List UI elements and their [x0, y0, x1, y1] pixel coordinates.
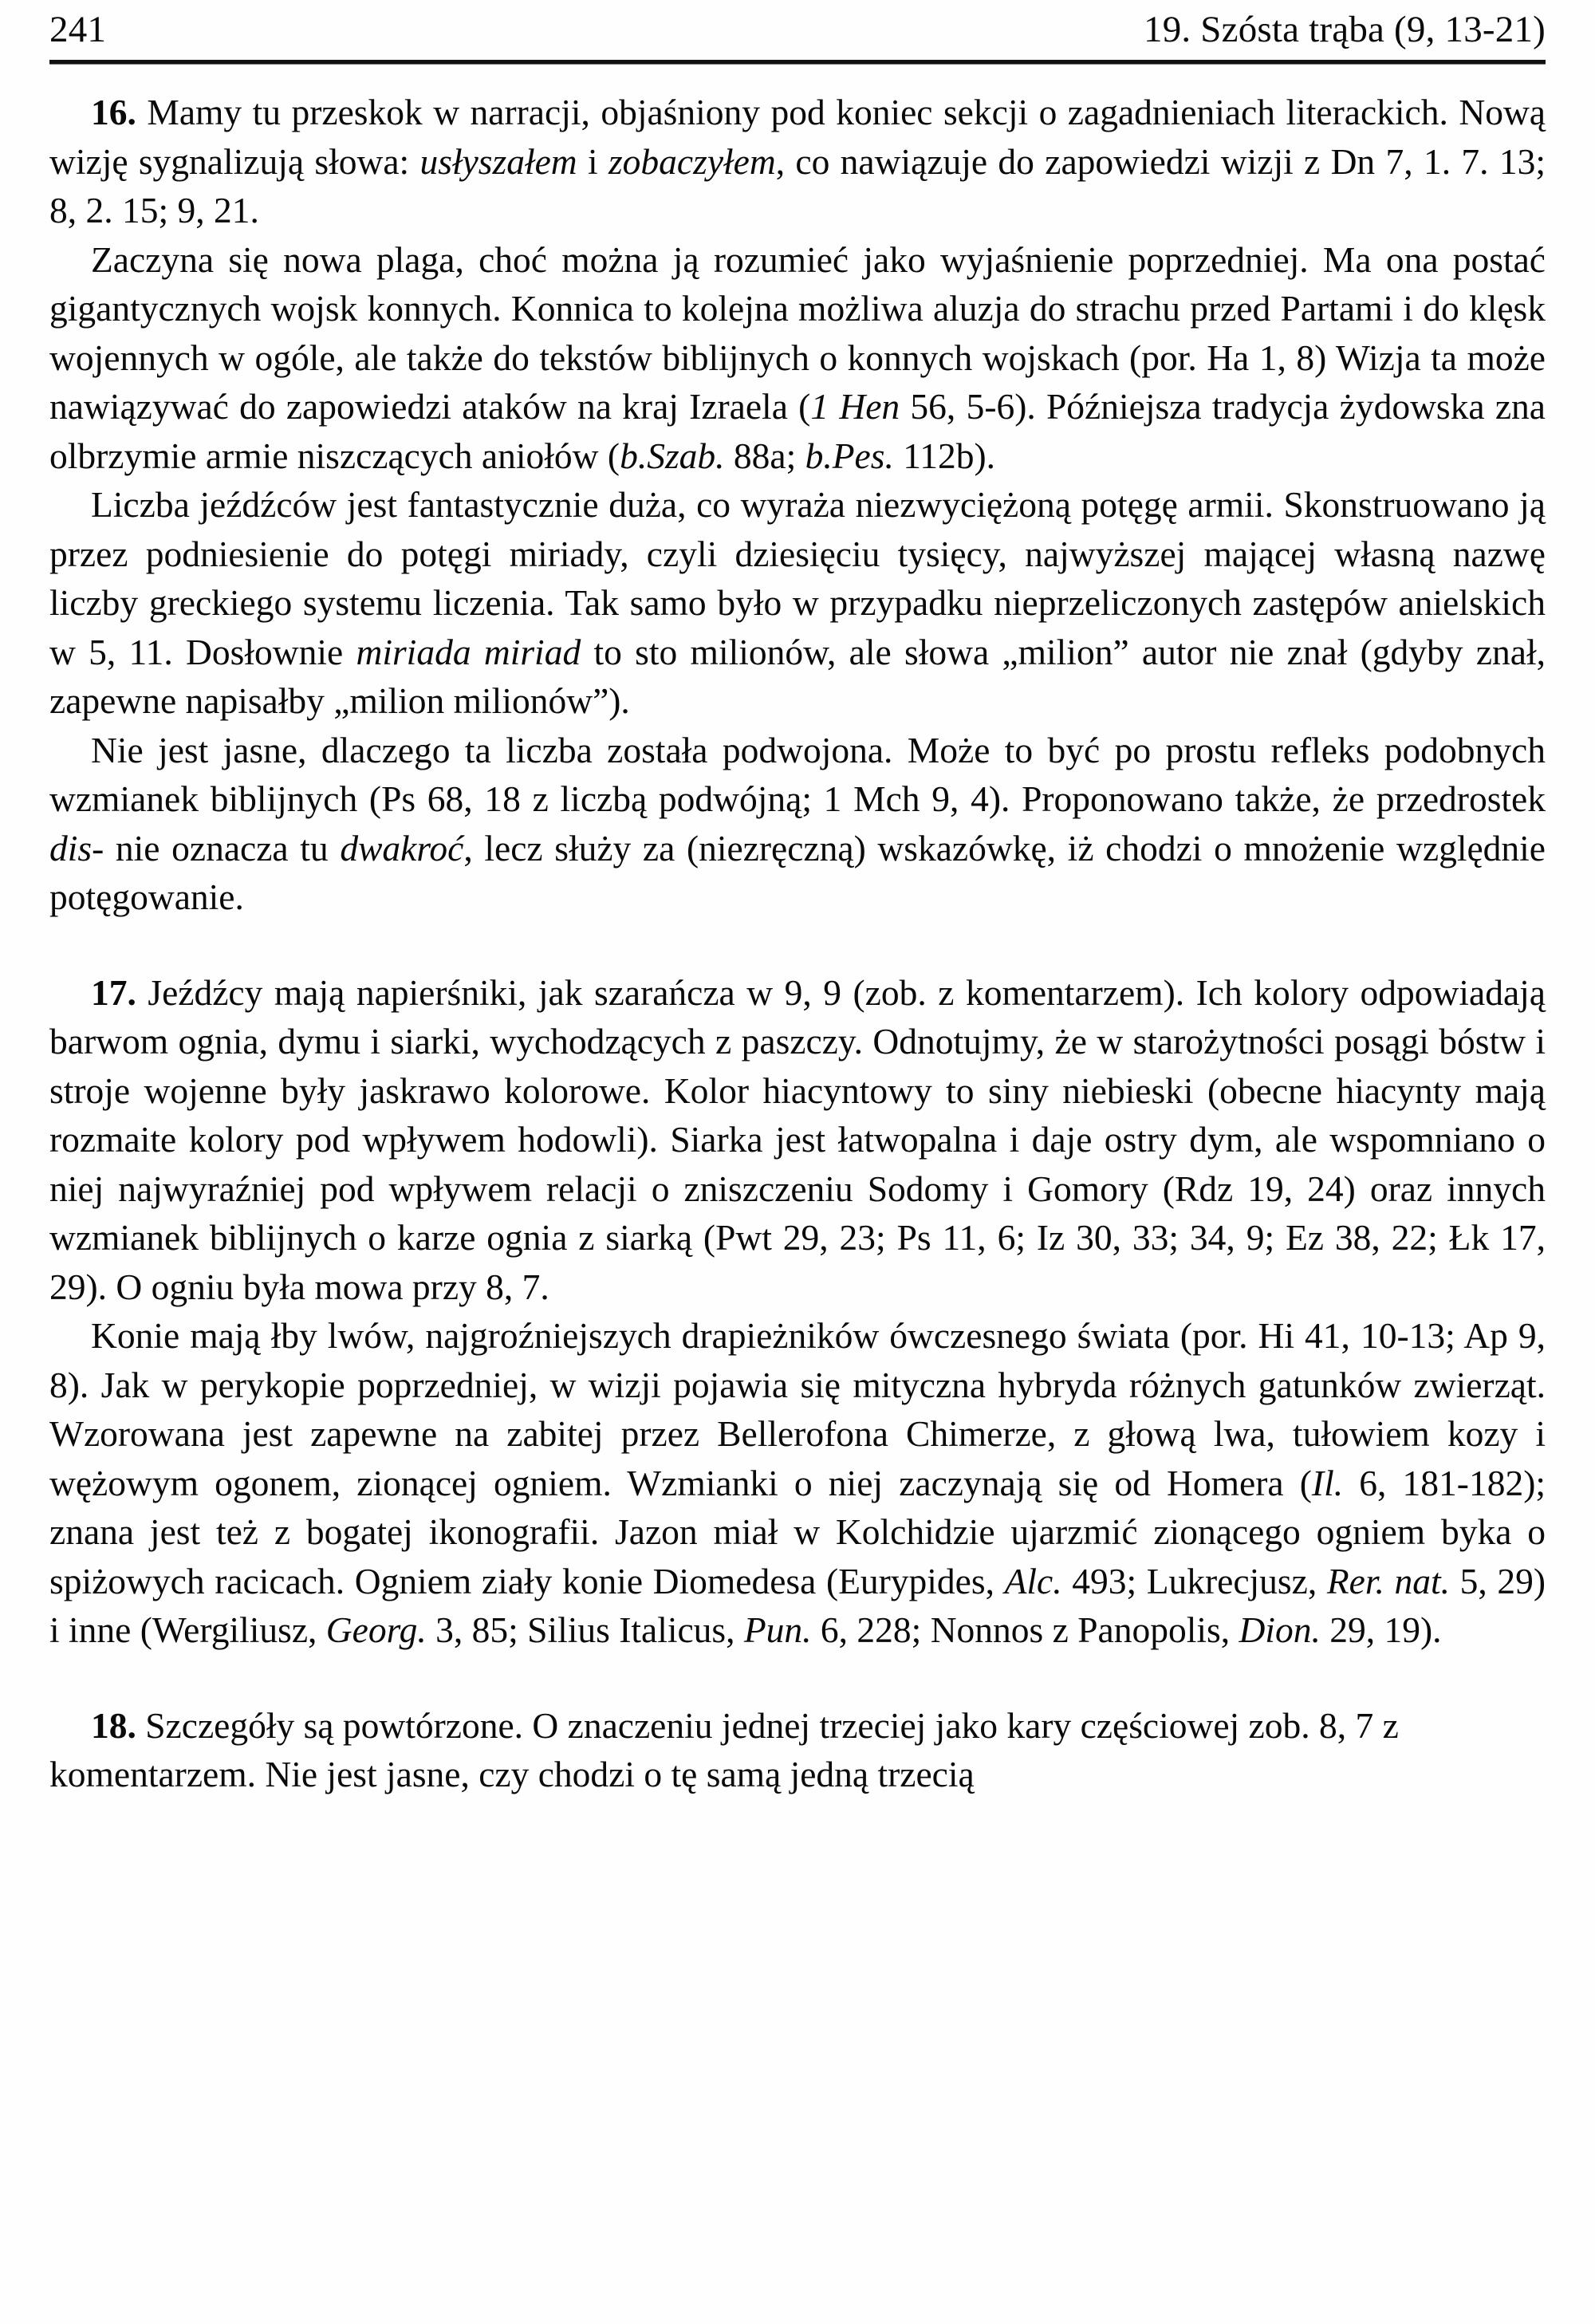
text-run: 29, 19).: [1320, 1609, 1442, 1650]
italic-run: Georg.: [325, 1609, 427, 1650]
paragraph-16b: [49, 235, 1546, 481]
paragraph-18a: [49, 1701, 1546, 1799]
text-run: Zaczyna się nowa plaga, choć można ją rozumieć jako wyjaśnienie poprzedniej. Ma ona postać gigantycznych wojsk konnych. Konnica to kolejna możliwa aluzja do strachu przed Partami i do klęsk wojennych w ogóle, ale także do tekstów biblijnych o konnych wojskach (por. Ha 1, 8) Wizja ta może nawiązywać do zapowiedzi ataków na kraj Izraela (: [49, 238, 1546, 427]
paragraph-17b: [49, 1311, 1546, 1655]
italic-run: Alc.: [1004, 1560, 1062, 1601]
italic-run: Rer. nat.: [1326, 1560, 1450, 1601]
paragraph-17a: [49, 968, 1546, 1312]
paragraph-16c: [49, 480, 1546, 726]
text-run: to sto milionów, ale słowa „milion” autor nie znał (gdyby znał, zapewne napisałby „milion milionów”).: [49, 631, 1546, 721]
italic-run: b.Szab.: [620, 435, 725, 476]
italic-run: Dion.: [1239, 1609, 1321, 1650]
text-run: Nie jest jasne, dlaczego ta liczba została podwojona. Może to być po prostu refleks podobnych wzmianek biblijnych (Ps 68, 18 z liczbą podwójną; 1 Mch 9, 4). Proponowano także, że przedrostek: [49, 729, 1546, 819]
italic-run: Pun.: [743, 1609, 812, 1650]
italic-run: Il.: [1311, 1462, 1344, 1503]
body-text-column: [49, 88, 1546, 1799]
running-head: [49, 0, 1546, 49]
page-folio-number: 241: [49, 9, 107, 50]
italic-run: usłyszałem: [419, 140, 577, 182]
italic-run: b.Pes.: [805, 435, 894, 476]
text-run: 56, 5-6). Późniejsza tradycja żydowska zna olbrzymie armie niszczących aniołów (: [49, 386, 1546, 476]
text-run: 112b).: [893, 435, 996, 476]
text-run: 6, 181-182); znana jest też z bogatej ikonografii. Jazon miał w Kolchidzie ujarzmić zionącego ogniem byka o spiżowych racicach. Ogniem ziały konie Diomedesa (Eurypides,: [49, 1462, 1546, 1601]
text-run: 6, 228; Nonnos z Panopolis,: [811, 1609, 1239, 1650]
text-run: 3, 85; Silius Italicus,: [426, 1609, 744, 1650]
section-spacer: [49, 1655, 1546, 1701]
section-number: 18.: [91, 1704, 146, 1746]
text-run: Szczegóły są powtórzone. O znaczeniu jednej trzeciej jako kary częściowej zob. 8, 7 z komentarzem. Nie jest jasne, czy chodzi o tę samą jedną trzecią: [49, 1704, 1399, 1794]
section-number: 16.: [91, 92, 148, 132]
text-run: 5, 29) i inne (Wergiliusz,: [49, 1560, 1546, 1650]
text-run: Jeźdźcy mają napierśniki, jak szarańcza w 9, 9 (zob. z komentarzem). Ich kolory odpowiadają barwom ognia, dymu i siarki, wychodzących z paszczy. Odnotujmy, że w starożytności posągi bóstw i stroje wojenne były jaskrawo kolorowe. Kolor hiacyntowy to siny niebieski (obecne hiacynty mają rozmaite kolory pod wpływem hodowli). Siarka jest łatwopalna i daje ostry dym, ale wspomniano o niej najwyraźniej pod wpływem relacji o zniszczeniu Sodomy i Gomory (Rdz 19, 24) oraz innych wzmianek biblijnych o karze ognia z siarką (Pwt 29, 23; Ps 11, 6; Iz 30, 33; 34, 9; Ez 38, 22; Łk 17, 29). O ogniu była mowa przy 8, 7.: [49, 971, 1546, 1307]
text-run: 88a;: [724, 435, 805, 476]
section-number: 17.: [91, 971, 148, 1013]
text-run: nie oznacza tu: [104, 827, 341, 869]
italic-run: miriada miriad: [356, 631, 581, 672]
text-run: Konie mają łby lwów, najgroźniejszych drapieżników ówczesnego świata (por. Hi 41, 10-13; Ap 9, 8). Jak w perykopie poprzedniej, w wizji pojawia się mityczna hybryda różnych gatunków zwierząt. Wzorowana jest zapewne na zabitej przez Bellerofona Chimerze, z głową lwa, tułowiem kozy i wężowym ogonem, zionącej ogniem. Wzmianki o niej zaczynają się od Homera (: [49, 1315, 1546, 1503]
text-run: Liczba jeźdźców jest fantastycznie duża, co wyraża niezwyciężoną potęgę armii. Skonstruowano ją przez podniesienie do potęgi miriady, czyli dziesięciu tysięcy, najwyższej mającej własną nazwę liczby greckiego systemu liczenia. Tak samo było w przypadku nieprzeliczonych zastępów anielskich w 5, 11. Dosłownie: [49, 484, 1546, 672]
running-head-title: 19. Szósta trąba (9, 13-21): [1144, 9, 1546, 50]
text-run: , co nawiązuje do zapowiedzi wizji z Dn 7, 1. 7. 13; 8, 2. 15; 9, 21.: [49, 140, 1546, 230]
italic-run: 1 Hen: [810, 386, 900, 427]
text-run: i: [577, 140, 608, 182]
italic-run: zobaczyłem: [608, 140, 776, 182]
text-run: , lecz służy za (niezręczną) wskazówkę, iż chodzi o mnożenie względnie potęgowanie.: [49, 827, 1546, 917]
italic-run: dwakroć: [340, 827, 464, 869]
paragraph-16a: [49, 88, 1546, 235]
italic-run: dis-: [49, 827, 104, 869]
header-rule: [49, 60, 1546, 64]
paragraph-16d: [49, 726, 1546, 922]
text-run: 493; Lukrecjusz,: [1061, 1560, 1327, 1601]
text-run: Mamy tu przeskok w narracji, objaśniony pod koniec sekcji o zagadnieniach literackich. Nową wizję sygnalizują słowa:: [49, 92, 1546, 182]
section-spacer: [49, 922, 1546, 968]
